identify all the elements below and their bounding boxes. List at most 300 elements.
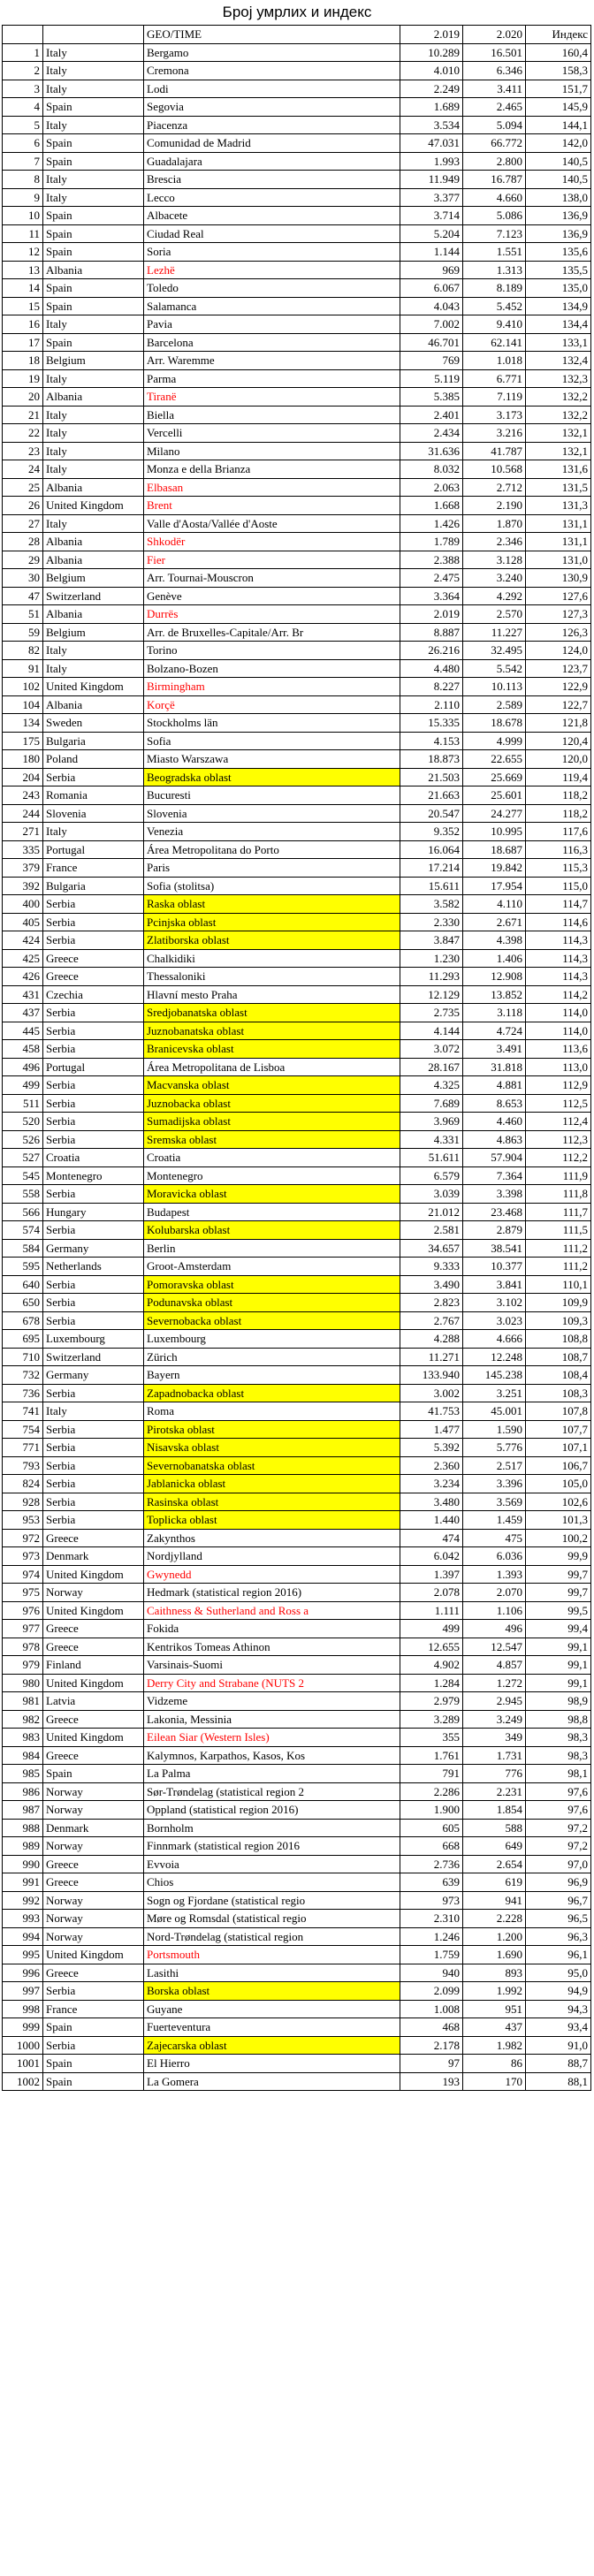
cell-deaths-2020: 4.999	[463, 732, 526, 750]
cell-country: Greece	[43, 1529, 144, 1547]
cell-index: 133,1	[526, 333, 591, 352]
cell-index: 112,2	[526, 1149, 591, 1167]
cell-country: Spain	[43, 2018, 144, 2037]
cell-rank: 981	[3, 1692, 43, 1711]
cell-country: Italy	[43, 80, 144, 98]
cell-index: 111,2	[526, 1239, 591, 1258]
cell-country: Serbia	[43, 1420, 144, 1439]
cell-rank: 499	[3, 1076, 43, 1095]
cell-rank: 980	[3, 1674, 43, 1692]
cell-index: 131,5	[526, 478, 591, 497]
cell-country: Italy	[43, 1402, 144, 1421]
cell-region: Arr. Waremme	[144, 352, 400, 370]
cell-rank: 793	[3, 1456, 43, 1475]
table-row	[3, 2018, 591, 2037]
cell-country: Albania	[43, 533, 144, 551]
cell-deaths-2020: 941	[463, 1891, 526, 1910]
cell-index: 91,0	[526, 2036, 591, 2055]
table-row	[3, 569, 591, 588]
cell-country: Serbia	[43, 1294, 144, 1312]
table-row	[3, 243, 591, 262]
cell-deaths-2019: 474	[400, 1529, 463, 1547]
cell-country: Greece	[43, 1964, 144, 1982]
cell-country: Bulgaria	[43, 877, 144, 895]
cell-country: Serbia	[43, 1040, 144, 1059]
cell-index: 99,1	[526, 1674, 591, 1692]
cell-region: Sredjobanatska oblast	[144, 1004, 400, 1022]
cell-region: Raska oblast	[144, 895, 400, 914]
header-geo-time: GEO/TIME	[144, 26, 400, 44]
cell-deaths-2019: 3.289	[400, 1710, 463, 1729]
cell-rank: 736	[3, 1384, 43, 1402]
cell-deaths-2019: 16.064	[400, 840, 463, 859]
cell-index: 99,4	[526, 1620, 591, 1638]
cell-rank: 4	[3, 98, 43, 117]
cell-deaths-2019: 5.204	[400, 224, 463, 243]
table-row	[3, 1819, 591, 1837]
cell-deaths-2020: 349	[463, 1729, 526, 1747]
cell-region: Severnobacka oblast	[144, 1311, 400, 1330]
cell-index: 117,6	[526, 823, 591, 841]
cell-index: 136,9	[526, 224, 591, 243]
cell-rank: 271	[3, 823, 43, 841]
table-row	[3, 1456, 591, 1475]
cell-deaths-2020: 25.669	[463, 768, 526, 786]
cell-index: 114,3	[526, 968, 591, 986]
cell-index: 96,9	[526, 1873, 591, 1892]
cell-deaths-2020: 10.377	[463, 1258, 526, 1276]
cell-rank: 545	[3, 1166, 43, 1185]
mortality-table	[2, 25, 591, 2091]
cell-region: Biella	[144, 406, 400, 424]
cell-deaths-2020: 4.863	[463, 1130, 526, 1149]
cell-region: Valle d'Aosta/Vallée d'Aoste	[144, 514, 400, 533]
cell-deaths-2020: 1.200	[463, 1927, 526, 1946]
cell-region: Macvanska oblast	[144, 1076, 400, 1095]
cell-country: Spain	[43, 243, 144, 262]
cell-index: 144,1	[526, 116, 591, 134]
cell-deaths-2019: 1.993	[400, 152, 463, 171]
cell-region: Portsmouth	[144, 1946, 400, 1964]
cell-country: Switzerland	[43, 587, 144, 605]
cell-country: Latvia	[43, 1692, 144, 1711]
table-row	[3, 2072, 591, 2091]
cell-country: Hungary	[43, 1203, 144, 1221]
cell-index: 119,4	[526, 768, 591, 786]
cell-rank: 91	[3, 659, 43, 678]
cell-country: Serbia	[43, 1475, 144, 1493]
cell-index: 111,8	[526, 1185, 591, 1204]
cell-index: 111,9	[526, 1166, 591, 1185]
table-row	[3, 1946, 591, 1964]
cell-region: Slovenia	[144, 804, 400, 823]
cell-deaths-2020: 23.468	[463, 1203, 526, 1221]
cell-country: Serbia	[43, 1511, 144, 1530]
table-row	[3, 424, 591, 443]
table-row	[3, 333, 591, 352]
cell-deaths-2020: 7.119	[463, 388, 526, 407]
cell-deaths-2019: 2.434	[400, 424, 463, 443]
cell-deaths-2020: 24.277	[463, 804, 526, 823]
cell-deaths-2020: 437	[463, 2018, 526, 2037]
cell-region: Durrës	[144, 605, 400, 624]
cell-deaths-2019: 3.480	[400, 1493, 463, 1511]
cell-deaths-2019: 2.401	[400, 406, 463, 424]
cell-country: Albania	[43, 551, 144, 569]
cell-deaths-2019: 4.288	[400, 1330, 463, 1349]
cell-rank: 8	[3, 171, 43, 189]
cell-country: Denmark	[43, 1547, 144, 1566]
cell-rank: 979	[3, 1656, 43, 1675]
table-row	[3, 551, 591, 569]
table-row	[3, 840, 591, 859]
cell-rank: 30	[3, 569, 43, 588]
cell-region: Paris	[144, 859, 400, 878]
cell-deaths-2019: 6.042	[400, 1547, 463, 1566]
cell-rank: 11	[3, 224, 43, 243]
cell-index: 100,2	[526, 1529, 591, 1547]
cell-country: United Kingdom	[43, 1946, 144, 1964]
cell-rank: 20	[3, 388, 43, 407]
cell-rank: 12	[3, 243, 43, 262]
cell-country: Switzerland	[43, 1348, 144, 1366]
cell-region: Toplicka oblast	[144, 1511, 400, 1530]
cell-country: Italy	[43, 62, 144, 80]
cell-deaths-2020: 66.772	[463, 134, 526, 153]
cell-deaths-2020: 1.018	[463, 352, 526, 370]
cell-region: Cremona	[144, 62, 400, 80]
cell-deaths-2020: 8.189	[463, 279, 526, 298]
cell-region: Jablanicka oblast	[144, 1475, 400, 1493]
cell-country: Serbia	[43, 931, 144, 950]
cell-index: 130,9	[526, 569, 591, 588]
cell-index: 112,4	[526, 1113, 591, 1131]
cell-index: 134,9	[526, 297, 591, 315]
cell-rank: 558	[3, 1185, 43, 1204]
cell-deaths-2020: 1.551	[463, 243, 526, 262]
cell-deaths-2020: 8.653	[463, 1094, 526, 1113]
cell-deaths-2020: 2.712	[463, 478, 526, 497]
cell-deaths-2020: 1.590	[463, 1420, 526, 1439]
cell-index: 127,3	[526, 605, 591, 624]
cell-region: Sofia	[144, 732, 400, 750]
cell-index: 88,1	[526, 2072, 591, 2091]
cell-region: La Palma	[144, 1765, 400, 1783]
cell-deaths-2020: 6.346	[463, 62, 526, 80]
cell-deaths-2020: 2.654	[463, 1855, 526, 1873]
cell-index: 98,1	[526, 1765, 591, 1783]
cell-index: 132,2	[526, 388, 591, 407]
cell-deaths-2020: 31.818	[463, 1058, 526, 1076]
cell-country: Finland	[43, 1656, 144, 1675]
cell-deaths-2020: 496	[463, 1620, 526, 1638]
cell-country: Denmark	[43, 1819, 144, 1837]
cell-country: Albania	[43, 605, 144, 624]
cell-rank: 526	[3, 1130, 43, 1149]
cell-deaths-2019: 1.397	[400, 1565, 463, 1584]
cell-index: 115,3	[526, 859, 591, 878]
cell-deaths-2019: 2.736	[400, 1855, 463, 1873]
cell-deaths-2019: 21.663	[400, 786, 463, 805]
table-row	[3, 659, 591, 678]
table-row	[3, 1166, 591, 1185]
cell-deaths-2019: 7.689	[400, 1094, 463, 1113]
cell-deaths-2019: 3.234	[400, 1475, 463, 1493]
cell-index: 151,7	[526, 80, 591, 98]
cell-rank: 24	[3, 460, 43, 479]
cell-region: Fuerteventura	[144, 2018, 400, 2037]
cell-deaths-2020: 1.690	[463, 1946, 526, 1964]
cell-rank: 994	[3, 1927, 43, 1946]
cell-region: La Gomera	[144, 2072, 400, 2091]
cell-deaths-2019: 3.072	[400, 1040, 463, 1059]
cell-region: Roma	[144, 1402, 400, 1421]
cell-index: 111,2	[526, 1258, 591, 1276]
cell-deaths-2020: 5.542	[463, 659, 526, 678]
cell-index: 135,6	[526, 243, 591, 262]
cell-index: 113,0	[526, 1058, 591, 1076]
cell-deaths-2020: 1.313	[463, 261, 526, 279]
cell-deaths-2019: 2.767	[400, 1311, 463, 1330]
cell-rank: 82	[3, 642, 43, 660]
cell-deaths-2020: 2.465	[463, 98, 526, 117]
cell-region: Área Metropolitana de Lisboa	[144, 1058, 400, 1076]
cell-deaths-2020: 19.842	[463, 859, 526, 878]
cell-country: United Kingdom	[43, 1729, 144, 1747]
cell-index: 99,5	[526, 1601, 591, 1620]
cell-rank: 458	[3, 1040, 43, 1059]
table-row	[3, 1782, 591, 1801]
header-index: Индекс	[526, 26, 591, 44]
cell-rank: 995	[3, 1946, 43, 1964]
table-row	[3, 695, 591, 714]
cell-country: Serbia	[43, 1094, 144, 1113]
cell-rank: 983	[3, 1729, 43, 1747]
cell-region: Bolzano-Bozen	[144, 659, 400, 678]
cell-deaths-2020: 7.123	[463, 224, 526, 243]
table-row	[3, 1873, 591, 1892]
cell-rank: 5	[3, 116, 43, 134]
table-row	[3, 1710, 591, 1729]
cell-deaths-2019: 5.119	[400, 369, 463, 388]
cell-country: United Kingdom	[43, 1565, 144, 1584]
table-row	[3, 224, 591, 243]
cell-deaths-2020: 3.251	[463, 1384, 526, 1402]
cell-deaths-2019: 34.657	[400, 1239, 463, 1258]
table-row	[3, 43, 591, 62]
cell-deaths-2019: 2.249	[400, 80, 463, 98]
cell-country: Serbia	[43, 2036, 144, 2055]
table-row	[3, 497, 591, 515]
cell-country: Poland	[43, 750, 144, 769]
cell-country: Serbia	[43, 1384, 144, 1402]
cell-deaths-2019: 2.078	[400, 1584, 463, 1602]
cell-index: 121,8	[526, 714, 591, 733]
cell-region: Brent	[144, 497, 400, 515]
cell-index: 134,4	[526, 315, 591, 334]
cell-region: Monza e della Brianza	[144, 460, 400, 479]
cell-index: 114,6	[526, 913, 591, 931]
cell-rank: 2	[3, 62, 43, 80]
table-row	[3, 1348, 591, 1366]
cell-rank: 574	[3, 1221, 43, 1240]
cell-rank: 16	[3, 315, 43, 334]
cell-deaths-2019: 1.668	[400, 497, 463, 515]
table-row	[3, 261, 591, 279]
cell-region: Juznobanatska oblast	[144, 1022, 400, 1040]
cell-region: Finnmark (statistical region 2016	[144, 1837, 400, 1856]
cell-region: Shkodër	[144, 533, 400, 551]
cell-rank: 732	[3, 1366, 43, 1385]
cell-rank: 988	[3, 1819, 43, 1837]
table-row	[3, 1910, 591, 1928]
cell-rank: 445	[3, 1022, 43, 1040]
cell-country: United Kingdom	[43, 678, 144, 696]
cell-rank: 6	[3, 134, 43, 153]
table-row	[3, 171, 591, 189]
cell-country: Spain	[43, 207, 144, 225]
cell-deaths-2020: 2.800	[463, 152, 526, 171]
cell-deaths-2020: 3.118	[463, 1004, 526, 1022]
table-row	[3, 1094, 591, 1113]
cell-region: Lakonia, Messinia	[144, 1710, 400, 1729]
cell-region: Pcinjska oblast	[144, 913, 400, 931]
cell-rank: 425	[3, 949, 43, 968]
cell-deaths-2019: 1.689	[400, 98, 463, 117]
cell-deaths-2020: 1.272	[463, 1674, 526, 1692]
table-row	[3, 1801, 591, 1820]
cell-region: Sumadijska oblast	[144, 1113, 400, 1131]
cell-deaths-2019: 3.582	[400, 895, 463, 914]
cell-country: Italy	[43, 442, 144, 460]
cell-deaths-2019: 9.352	[400, 823, 463, 841]
cell-deaths-2019: 1.759	[400, 1946, 463, 1964]
cell-deaths-2019: 1.246	[400, 1927, 463, 1946]
cell-deaths-2020: 5.452	[463, 297, 526, 315]
cell-rank: 520	[3, 1113, 43, 1131]
cell-region: Budapest	[144, 1203, 400, 1221]
table-row	[3, 1891, 591, 1910]
cell-deaths-2019: 3.002	[400, 1384, 463, 1402]
cell-country: Greece	[43, 1855, 144, 1873]
cell-region: Beogradska oblast	[144, 768, 400, 786]
table-row	[3, 188, 591, 207]
cell-deaths-2019: 11.949	[400, 171, 463, 189]
cell-region: Sremska oblast	[144, 1130, 400, 1149]
cell-deaths-2019: 12.655	[400, 1638, 463, 1656]
cell-region: Branicevska oblast	[144, 1040, 400, 1059]
cell-deaths-2020: 11.227	[463, 623, 526, 642]
cell-region: Piacenza	[144, 116, 400, 134]
cell-rank: 19	[3, 369, 43, 388]
cell-index: 132,1	[526, 424, 591, 443]
cell-index: 105,0	[526, 1475, 591, 1493]
cell-deaths-2020: 475	[463, 1529, 526, 1547]
cell-deaths-2019: 17.214	[400, 859, 463, 878]
table-row	[3, 1837, 591, 1856]
cell-index: 135,5	[526, 261, 591, 279]
cell-index: 115,0	[526, 877, 591, 895]
cell-country: Slovenia	[43, 804, 144, 823]
table-row	[3, 1439, 591, 1457]
table-row	[3, 1982, 591, 2001]
cell-region: Lasithi	[144, 1964, 400, 1982]
cell-region: Toledo	[144, 279, 400, 298]
cell-country: Belgium	[43, 623, 144, 642]
cell-country: Spain	[43, 224, 144, 243]
cell-deaths-2020: 12.908	[463, 968, 526, 986]
cell-deaths-2020: 893	[463, 1964, 526, 1982]
cell-deaths-2020: 45.001	[463, 1402, 526, 1421]
cell-region: Milano	[144, 442, 400, 460]
cell-index: 114,0	[526, 1022, 591, 1040]
cell-deaths-2020: 12.547	[463, 1638, 526, 1656]
cell-rank: 47	[3, 587, 43, 605]
cell-country: Italy	[43, 823, 144, 841]
table-row	[3, 533, 591, 551]
cell-deaths-2019: 2.388	[400, 551, 463, 569]
cell-deaths-2019: 355	[400, 1729, 463, 1747]
cell-deaths-2019: 499	[400, 1620, 463, 1638]
cell-region: Fokida	[144, 1620, 400, 1638]
cell-deaths-2020: 38.541	[463, 1239, 526, 1258]
cell-region: Soria	[144, 243, 400, 262]
cell-deaths-2019: 3.969	[400, 1113, 463, 1131]
cell-country: Italy	[43, 460, 144, 479]
cell-deaths-2019: 20.547	[400, 804, 463, 823]
cell-region: Kentrikos Tomeas Athinon	[144, 1638, 400, 1656]
cell-country: Italy	[43, 188, 144, 207]
cell-deaths-2019: 1.284	[400, 1674, 463, 1692]
cell-rank: 29	[3, 551, 43, 569]
cell-deaths-2019: 3.534	[400, 116, 463, 134]
cell-deaths-2020: 3.396	[463, 1475, 526, 1493]
cell-deaths-2020: 4.660	[463, 188, 526, 207]
table-row	[3, 949, 591, 968]
cell-deaths-2020: 2.190	[463, 497, 526, 515]
cell-region: Severnobanatska oblast	[144, 1456, 400, 1475]
cell-country: Greece	[43, 1710, 144, 1729]
cell-index: 98,9	[526, 1692, 591, 1711]
cell-country: Italy	[43, 43, 144, 62]
cell-region: Vidzeme	[144, 1692, 400, 1711]
cell-rank: 595	[3, 1258, 43, 1276]
cell-deaths-2020: 5.776	[463, 1439, 526, 1457]
cell-deaths-2019: 2.019	[400, 605, 463, 624]
table-row	[3, 1076, 591, 1095]
cell-deaths-2020: 1.731	[463, 1746, 526, 1765]
table-row	[3, 931, 591, 950]
cell-country: Serbia	[43, 895, 144, 914]
cell-rank: 244	[3, 804, 43, 823]
cell-index: 99,9	[526, 1547, 591, 1566]
cell-country: United Kingdom	[43, 1674, 144, 1692]
cell-deaths-2019: 973	[400, 1891, 463, 1910]
cell-country: Spain	[43, 134, 144, 153]
cell-country: Luxembourg	[43, 1330, 144, 1349]
cell-index: 123,7	[526, 659, 591, 678]
table-row	[3, 1565, 591, 1584]
cell-deaths-2020: 2.945	[463, 1692, 526, 1711]
cell-deaths-2020: 6.771	[463, 369, 526, 388]
cell-deaths-2020: 1.393	[463, 1565, 526, 1584]
cell-deaths-2019: 7.002	[400, 315, 463, 334]
cell-deaths-2020: 10.568	[463, 460, 526, 479]
cell-index: 114,7	[526, 895, 591, 914]
cell-region: Croatia	[144, 1149, 400, 1167]
table-row	[3, 1113, 591, 1131]
cell-deaths-2019: 791	[400, 1765, 463, 1783]
